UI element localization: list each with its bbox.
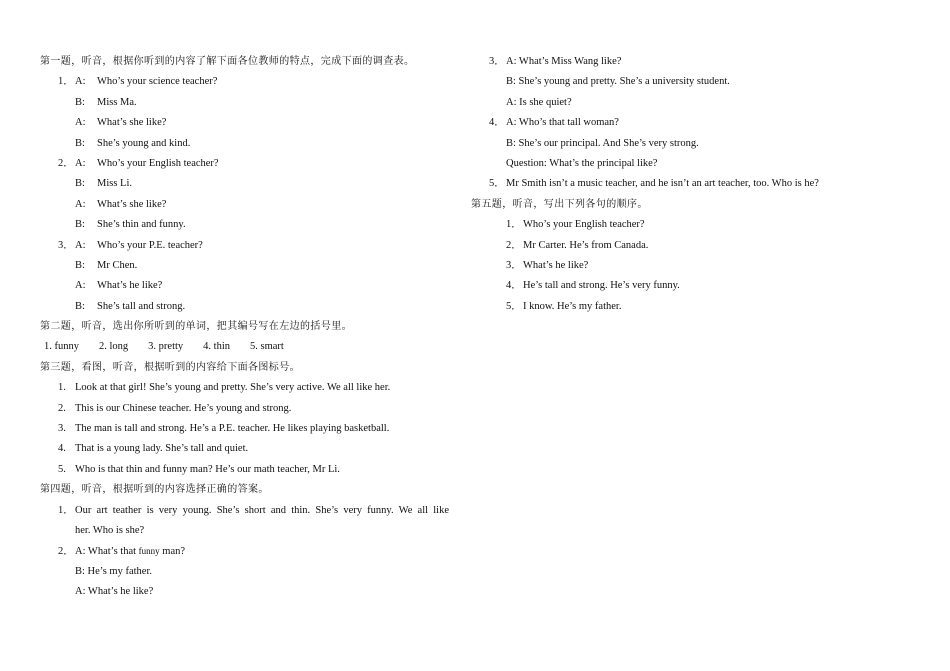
word-option: 3. pretty (148, 341, 184, 353)
question-text: A: What’s that (75, 546, 139, 558)
word-options (40, 337, 455, 357)
dialogue-text: Who’s your English teacher? (97, 157, 219, 169)
item-number: 1． (58, 504, 74, 516)
dialogue-text: Miss Li. (97, 178, 133, 190)
item-text: That is a young lady. She’s tall and quiet. (75, 443, 249, 455)
question-text-small: funny (138, 546, 160, 557)
speaker: A: (75, 117, 86, 129)
speaker: B: (75, 178, 85, 190)
item-number: 3． (58, 239, 74, 251)
list-item (471, 236, 911, 256)
dialogue-text: Miss Ma. (97, 96, 137, 108)
item-number: 5． (489, 178, 505, 190)
question-1-continued: her. Who is she? (75, 524, 145, 536)
item-text: Mr Carter. He’s from Canada. (523, 239, 649, 251)
item-text: What’s he like? (523, 259, 589, 271)
item-text: The man is tall and strong. He’s a P.E. teacher. He likes playing basketball. (75, 423, 390, 435)
word-option: 4. thin (203, 341, 231, 353)
question-5 (471, 174, 911, 194)
dialogue-text: What’s she like? (97, 117, 167, 129)
speaker: A: (75, 157, 86, 169)
item-number: 2． (58, 157, 74, 169)
item-text: Who is that thin and funny man? He’s our math teacher, Mr Li. (75, 463, 340, 475)
dialogue-line (40, 195, 455, 215)
left-column (40, 52, 455, 603)
item-number: 3. (58, 423, 66, 435)
speaker: B: (75, 259, 85, 271)
list-item (40, 439, 455, 459)
dialogue-line (40, 215, 455, 235)
dialogue-text: She’s young and kind. (97, 137, 191, 149)
dialogue-line: B: She’s young and pretty. She’s a university student. (506, 76, 730, 88)
dialogue-text: Mr Chen. (97, 259, 138, 271)
dialogue-text: What’s she like? (97, 198, 167, 210)
dialogue-line: A: Is she quiet? (506, 96, 572, 108)
item-number: 1． (58, 76, 74, 88)
item-text: This is our Chinese teacher. He’s young and strong. (75, 402, 292, 414)
list-item (471, 297, 911, 317)
dialogue-line (40, 154, 455, 174)
item-text: Look at that girl! She’s young and pretty. She’s very active. We all like her. (75, 382, 391, 394)
speaker: A: (75, 239, 86, 251)
question-text: man? (159, 546, 186, 558)
question-1 (40, 501, 455, 521)
item-number: 1. (58, 382, 66, 394)
dialogue-line (40, 113, 455, 133)
section-1-title: 第一题，听音，根据你听到的内容了解下面各位教师的特点，完成下面的调查表。 (40, 56, 415, 67)
question-text: Mr Smith isn’t a music teacher, and he isn’t an art teacher, too. Who is he? (506, 178, 819, 190)
question-text: Our art teather is very young. She’s short and thin. She’s very funny. We all like (75, 504, 449, 516)
dialogue-text: Who’s your P.E. teacher? (97, 239, 203, 251)
dialogue-line: A: What’s he like? (75, 586, 154, 598)
question-text: A: What’s Miss Wang like? (506, 56, 622, 67)
section-3-title: 第三题，看图，听音，根据听到的内容给下面各图标号。 (40, 361, 300, 373)
dialogue-line: Question: What’s the principal like? (506, 157, 658, 169)
list-item (471, 256, 911, 276)
list-item (40, 460, 455, 480)
item-number: 5. (58, 463, 66, 475)
question-2 (40, 541, 455, 561)
section-4-title: 第四题，听音，根据听到的内容选择正确的答案。 (40, 484, 269, 496)
list-item (40, 378, 455, 398)
list-item (471, 276, 911, 296)
item-number: 3． (489, 56, 505, 67)
dialogue-line (40, 93, 455, 113)
word-option: 5. smart (250, 341, 284, 353)
item-number: 4. (58, 443, 66, 455)
list-item (471, 215, 911, 235)
item-number: 2． (506, 239, 522, 251)
item-number: 2. (58, 402, 66, 414)
list-item (40, 399, 455, 419)
dialogue-text: She’s tall and strong. (97, 300, 186, 312)
speaker: B: (75, 300, 85, 312)
list-item (40, 419, 455, 439)
dialogue-line: B: She’s our principal. And She’s very strong. (506, 137, 699, 149)
dialogue-line (40, 236, 455, 256)
dialogue-line (40, 174, 455, 194)
speaker: B: (75, 137, 85, 149)
speaker: A: (75, 76, 86, 88)
item-text: I know. He’s my father. (523, 300, 622, 312)
item-text: He’s tall and strong. He’s very funny. (523, 280, 680, 292)
section-2-title: 第二题，听音，选出你所听到的单词，把其编号写在左边的括号里。 (40, 321, 352, 333)
dialogue-text: Who’s your science teacher? (97, 76, 218, 88)
right-column (471, 52, 911, 317)
speaker: B: (75, 96, 85, 108)
item-number: 3． (506, 259, 522, 271)
item-number: 2． (58, 546, 74, 558)
dialogue-line: B: He’s my father. (75, 565, 152, 577)
dialogue-line (40, 72, 455, 92)
speaker: A: (75, 280, 86, 292)
item-text: Who’s your English teacher? (523, 219, 645, 231)
word-option: 2. long (99, 341, 129, 353)
section-5-title: 第五题，听音，写出下列各句的顺序。 (471, 198, 648, 210)
speaker: B: (75, 219, 85, 231)
item-number: 4． (506, 280, 522, 292)
item-number: 4． (489, 117, 505, 129)
question-4 (471, 113, 911, 133)
dialogue-line (40, 134, 455, 154)
dialogue-line (40, 276, 455, 296)
item-number: 1． (506, 219, 522, 231)
dialogue-line (40, 256, 455, 276)
question-text: A: Who’s that tall woman? (506, 117, 619, 129)
dialogue-text: What’s he like? (97, 280, 163, 292)
word-option: 1. funny (44, 341, 79, 353)
dialogue-line (40, 297, 455, 317)
question-3 (471, 52, 911, 72)
dialogue-text: She’s thin and funny. (97, 219, 186, 231)
item-number: 5． (506, 300, 522, 312)
speaker: A: (75, 198, 86, 210)
